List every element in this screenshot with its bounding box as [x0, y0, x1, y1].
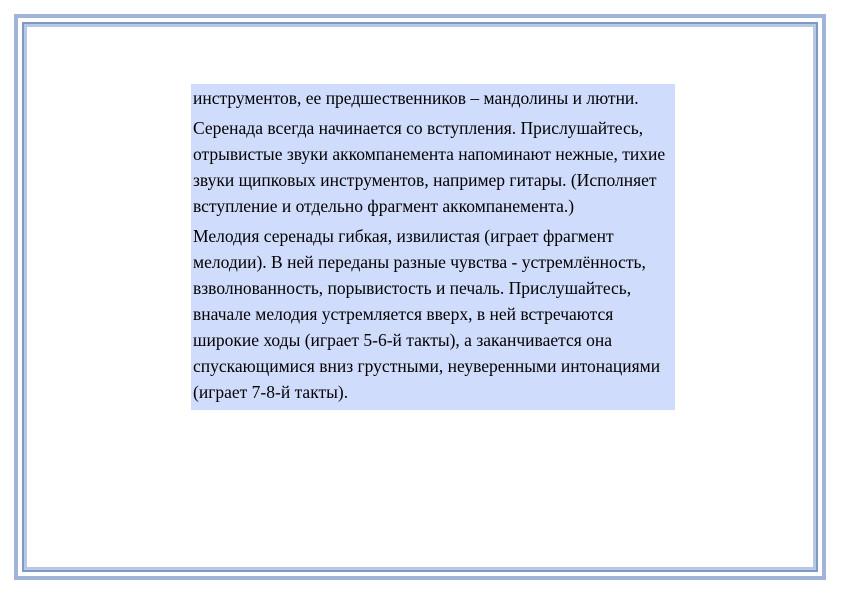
paragraph-introduction: Серенада всегда начинается со вступления. Прислушайтесь, отрывистые звуки аккомпанемента напоминают нежные, тихие звуки щипковых инструментов, например гитары. (Исполняет вступление и отдельно фрагмент аккомпанемента.)	[193, 118, 666, 216]
text-block	[191, 84, 675, 410]
paragraph-melody: Мелодия серенады гибкая, извилистая (играет фрагмент мелодии). В ней переданы разные чувства - устремлённость, взволнованность, порывистость и печаль. Прислушайтесь, вначале мелодия устремляется вверх, в ней встречаются широкие ходы (играет 5-6-й такты), а заканчивается она спускающимися вниз грустными, неуверенными интонациями (играет 7-8-й такты).	[193, 226, 661, 402]
paragraph-intro: инструментов, ее предшественников – мандолины и лютни.	[193, 88, 639, 108]
